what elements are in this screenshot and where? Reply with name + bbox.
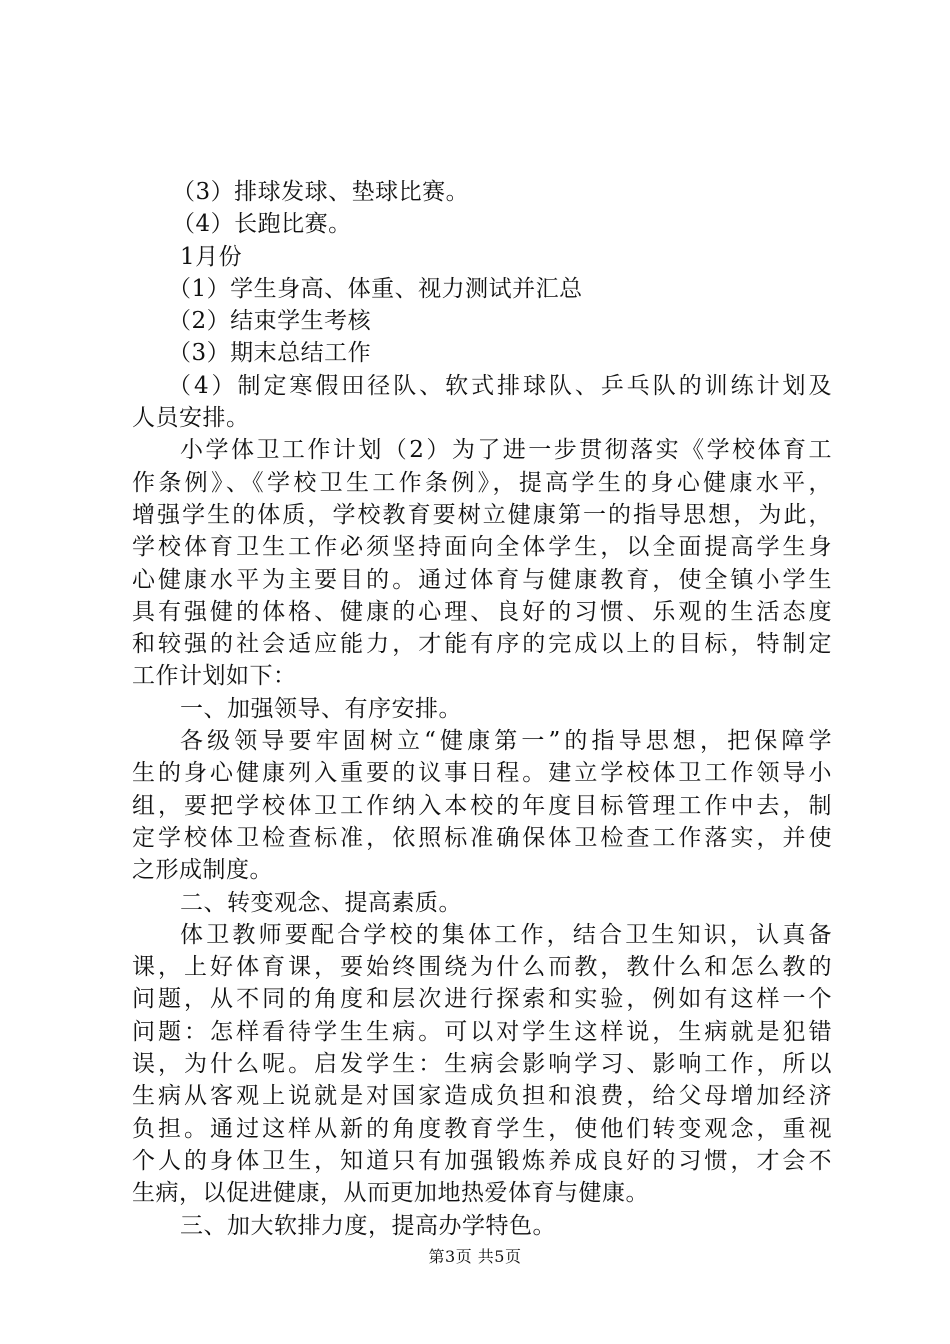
- paragraph-line: 定学校体卫检查标准，依照标准确保体卫检查工作落实，并使: [132, 824, 832, 851]
- list-item: （4）长跑比赛。: [172, 211, 352, 238]
- section-heading: 三、加大软排力度，提高办学特色。: [180, 1212, 556, 1239]
- section-heading: 一、加强领导、有序安排。: [180, 695, 462, 722]
- section-heading: 二、转变观念、提高素质。: [180, 889, 462, 916]
- paragraph-line: 误，为什么呢。启发学生：生病会影响学习、影响工作，所以: [132, 1051, 832, 1078]
- paragraph-line: 个人的身体卫生，知道只有加强锻炼养成良好的习惯，才会不: [132, 1147, 832, 1174]
- paragraph-line: 增强学生的体质，学校教育要树立健康第一的指导思想，为此，: [132, 501, 832, 528]
- paragraph-line: 心健康水平为主要目的。通过体育与健康教育，使全镇小学生: [132, 566, 832, 593]
- paragraph-line: 之形成制度。: [132, 857, 273, 884]
- paragraph-line: 生病，以促进健康，从而更加地热爱体育与健康。: [132, 1180, 649, 1207]
- paragraph-line: 组，要把学校体卫工作纳入本校的年度目标管理工作中去，制: [132, 792, 832, 819]
- paragraph-line: 学校体育卫生工作必须坚持面向全体学生，以全面提高学生身: [132, 534, 832, 561]
- section-heading-month: 1月份: [180, 243, 243, 270]
- list-item: （3）排球发球、垫球比赛。: [172, 179, 470, 205]
- paragraph-line: 课，上好体育课，要始终围绕为什么而教，教什么和怎么教的: [132, 954, 832, 981]
- paragraph-line: 问题：怎样看待学生生病。可以对学生这样说，生病就是犯错: [132, 1018, 832, 1045]
- paragraph-line: 和较强的社会适应能力，才能有序的完成以上的目标，特制定: [132, 631, 832, 658]
- paragraph-line: 生的身心健康列入重要的议事日程。建立学校体卫工作领导小: [132, 760, 832, 787]
- paragraph-line: 负担。通过这样从新的角度教育学生，使他们转变观念，重视: [132, 1115, 832, 1142]
- list-item: （2）结束学生考核: [168, 308, 372, 335]
- paragraph-line: 小学体卫工作计划（2）为了进一步贯彻落实《学校体育工: [180, 437, 832, 464]
- list-item: （3）期末总结工作: [168, 340, 372, 367]
- paragraph-line: 作条例》、《学校卫生工作条例》，提高学生的身心健康水平，: [132, 469, 832, 496]
- paragraph-line: 人员安排。: [132, 405, 250, 432]
- paragraph-line: 工作计划如下：: [132, 663, 297, 690]
- paragraph-line: 问题，从不同的角度和层次进行探索和实验，例如有这样一个: [132, 986, 832, 1013]
- paragraph-line: 具有强健的体格、健康的心理、良好的习惯、乐观的生活态度: [132, 598, 832, 625]
- list-item: （4）制定寒假田径队、软式排球队、乒乓队的训练计划及: [168, 372, 832, 399]
- paragraph-line: 体卫教师要配合学校的集体工作，结合卫生知识，认真备: [180, 921, 832, 948]
- paragraph-line: 各级领导要牢固树立“健康第一”的指导思想，把保障学: [180, 728, 832, 755]
- list-item: （1）学生身高、体重、视力测试并汇总: [168, 275, 583, 302]
- document-body: [132, 176, 832, 1242]
- paragraph-line: 生病从客观上说就是对国家造成负担和浪费，给父母增加经济: [132, 1083, 832, 1110]
- page-number-footer: 第3页 共5页: [428, 1247, 522, 1266]
